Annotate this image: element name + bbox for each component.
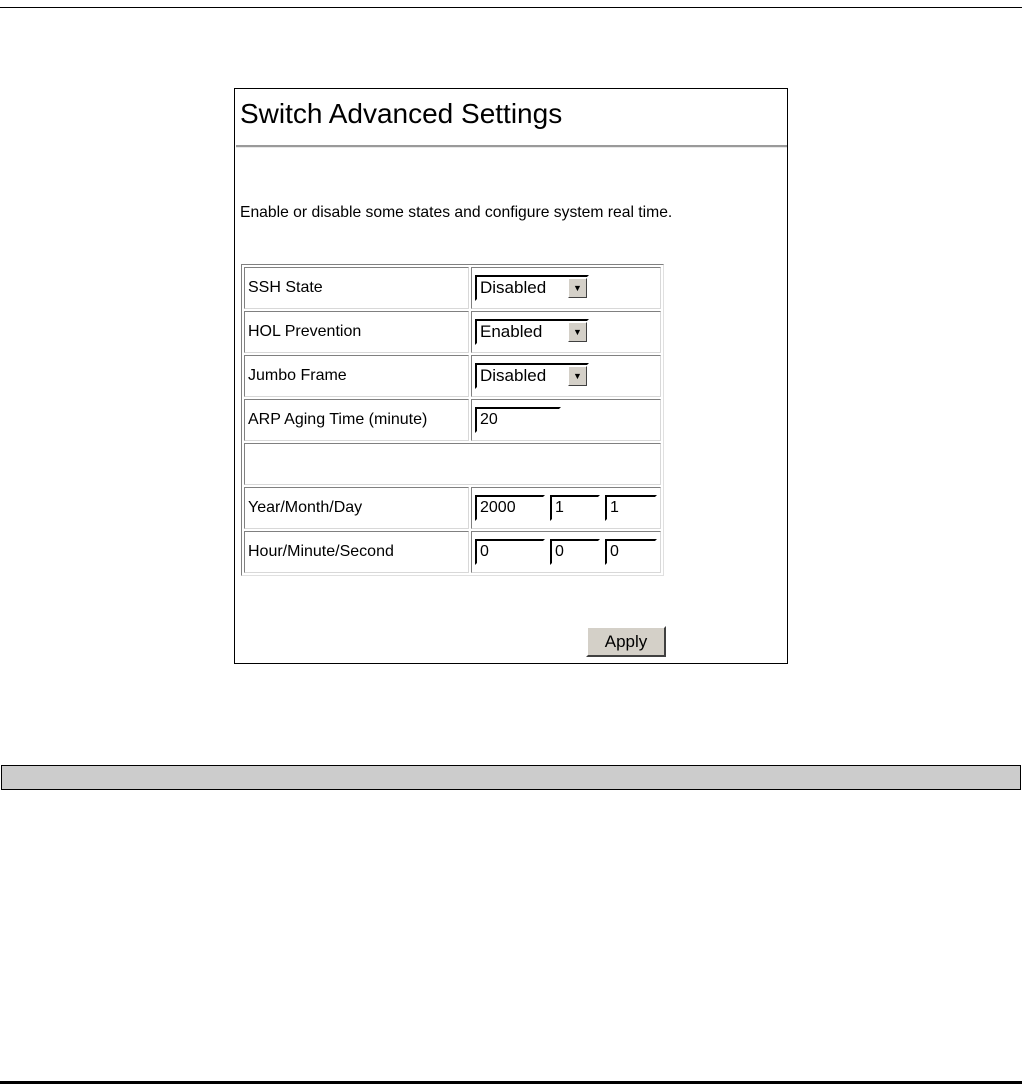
- ssh-state-cell: [471, 267, 661, 309]
- minute-input[interactable]: 0: [550, 539, 600, 565]
- day-input[interactable]: 1: [605, 495, 657, 521]
- table-row: [244, 443, 661, 485]
- jumbo-frame-label: Jumbo Frame: [244, 355, 469, 397]
- dropdown-arrow-icon[interactable]: ▼: [568, 322, 587, 342]
- ssh-state-label: SSH State: [244, 267, 469, 309]
- jumbo-frame-cell: [471, 355, 661, 397]
- grey-bar: [1, 765, 1021, 790]
- year-input[interactable]: 2000: [475, 495, 545, 521]
- settings-table: [241, 264, 664, 576]
- dropdown-arrow-icon[interactable]: ▼: [568, 278, 587, 298]
- table-row: [244, 355, 661, 397]
- jumbo-frame-value: Disabled: [480, 366, 547, 385]
- top-rule: [0, 7, 1022, 8]
- time-cell: [471, 531, 661, 573]
- date-label: Year/Month/Day: [244, 487, 469, 529]
- second-input[interactable]: 0: [605, 539, 657, 565]
- time-label: Hour/Minute/Second: [244, 531, 469, 573]
- table-row: [244, 487, 661, 529]
- empty-row: [244, 443, 661, 485]
- month-input[interactable]: 1: [550, 495, 600, 521]
- apply-button[interactable]: Apply: [586, 626, 666, 657]
- advanced-settings-panel: [234, 88, 788, 664]
- table-row: [244, 267, 661, 309]
- hol-prevention-cell: [471, 311, 661, 353]
- table-row: [244, 399, 661, 441]
- bottom-rule: [0, 1081, 1022, 1084]
- hol-prevention-label: HOL Prevention: [244, 311, 469, 353]
- arp-aging-cell: [471, 399, 661, 441]
- title-divider: [236, 145, 787, 148]
- table-row: [244, 311, 661, 353]
- table-row: [244, 531, 661, 573]
- hol-prevention-value: Enabled: [480, 322, 543, 341]
- ssh-state-select[interactable]: [475, 275, 589, 301]
- page-description: Enable or disable some states and configure system real time.: [240, 204, 673, 221]
- ssh-state-value: Disabled: [480, 278, 547, 297]
- arp-aging-input[interactable]: 20: [475, 407, 561, 433]
- arp-aging-label: ARP Aging Time (minute): [244, 399, 469, 441]
- page-title: Switch Advanced Settings: [240, 98, 563, 129]
- jumbo-frame-select[interactable]: [475, 363, 589, 389]
- hour-input[interactable]: 0: [475, 539, 545, 565]
- hol-prevention-select[interactable]: [475, 319, 589, 345]
- date-cell: [471, 487, 661, 529]
- dropdown-arrow-icon[interactable]: ▼: [568, 366, 587, 386]
